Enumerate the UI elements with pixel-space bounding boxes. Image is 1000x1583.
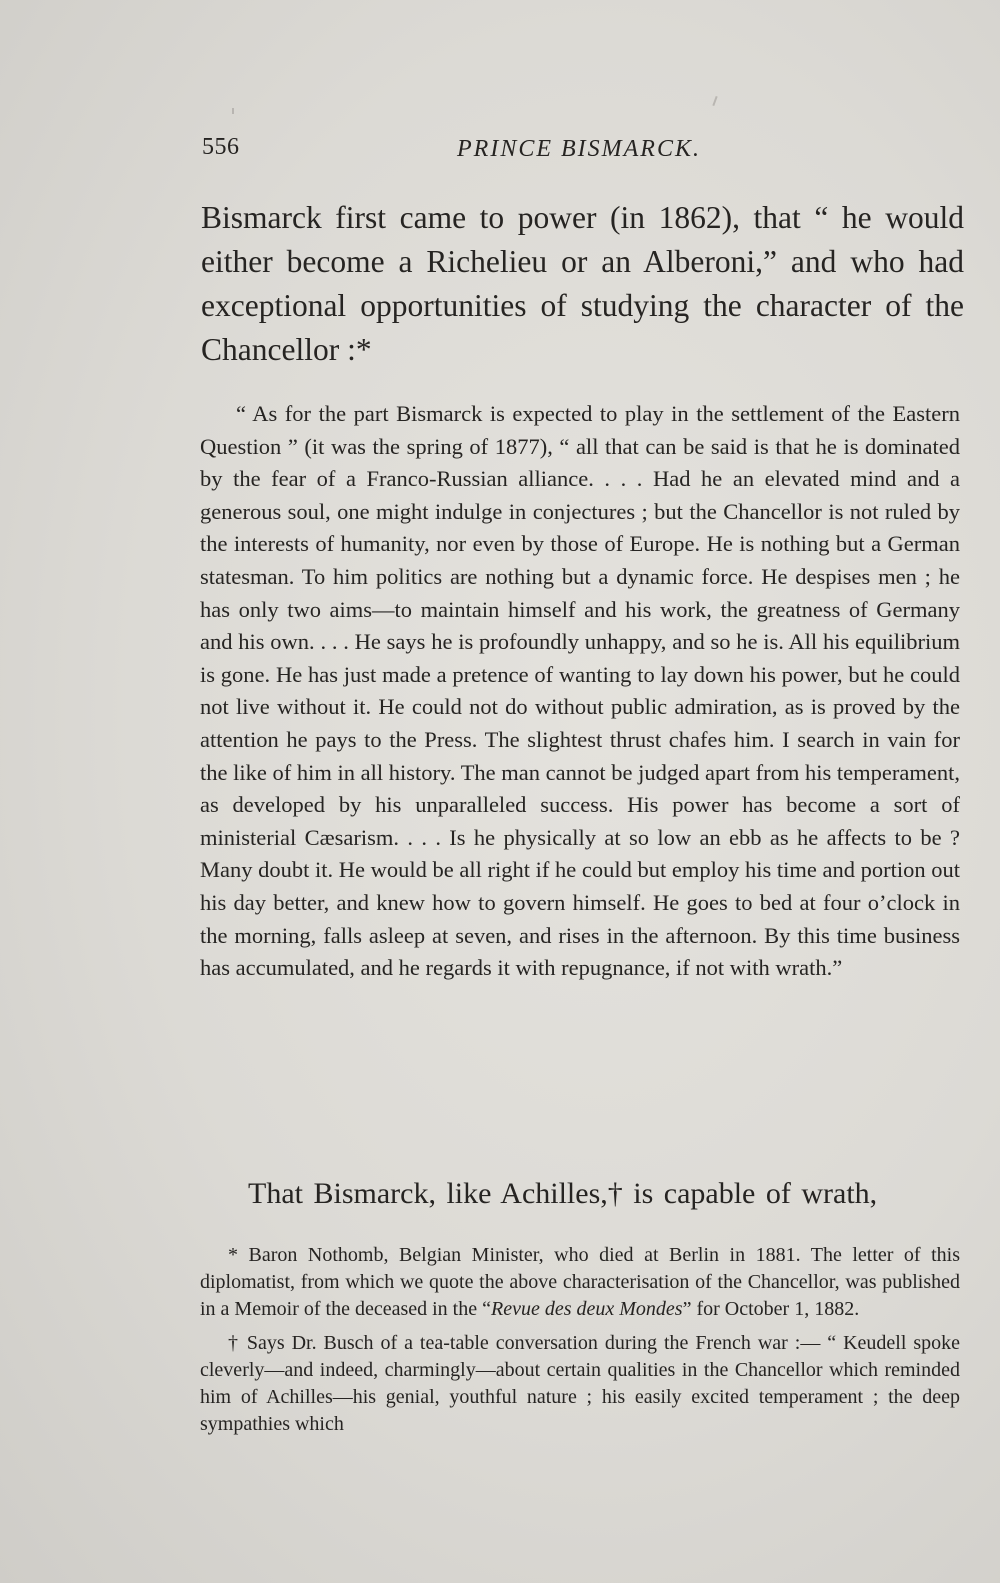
paper-speck	[232, 108, 234, 114]
footnote-star-text: * Baron Nothomb, Belgian Minister, who died at Berlin in 1881. The letter of this diplomatist, from which we quote the above characterisation of the Chancellor, was published in a Memoir of the deceased in the “	[200, 1244, 960, 1320]
footnote-dagger: † Says Dr. Busch of a tea-table conversation during the French war :— “ Keudell spoke cleverly—and indeed, charmingly—about certain qualities in the Chancellor which reminded him of Achilles—his genial, youthful nature ; his easily excited temperament ; the deep sympathies which	[200, 1332, 960, 1435]
footnotes	[200, 1242, 960, 1445]
quoted-letter: “ As for the part Bismarck is expected to play in the settlement of the Eastern Question ” (it was the spring of 1877), “ all that can be said is that he is dominated by the fear of a Franco-Russian alliance. . . . Had he an elevated mind and a generous soul, one might indulge in conjectures ; but the Chancellor is not ruled by the interests of humanity, nor even by those of Europe. He is nothing but a German statesman. To him politics are nothing but a dynamic force. He despises men ; he has only two aims—to maintain himself and his work, the greatness of Germany and his own. . . . He says he is profoundly unhappy, and so he is. All his equilibrium is gone. He has just made a pretence of wanting to lay down his power, but he could not live without it. He could not do without public admiration, as is proved by the attention he pays to the Press. The slightest thrust chafes him. I search in vain for the like of him in all history. The man cannot be judged apart from his temperament, as developed by his unparalleled success. His power has become a sort of ministerial Cæsarism. . . . Is he physically at so low an ebb as he affects to be ? Many doubt it. He would be all right if he could but employ his time and portion out his day better, and knew how to govern himself. He goes to bed at four o’clock in the morning, falls asleep at seven, and rises in the afternoon. By this time business has accumulated, and he regards it with repugnance, if not with wrath.”	[200, 401, 960, 981]
continuation-line: That Bismarck, like Achilles,† is capable of wrath,	[248, 1177, 878, 1210]
running-head: PRINCE BISMARCK.	[457, 136, 701, 162]
page-header	[202, 134, 762, 174]
footnote-journal-title: Revue des deux Mondes	[491, 1298, 683, 1320]
footnote-star	[200, 1242, 960, 1323]
body-paragraph: Bismarck first came to power (in 1862), that “ he would either become a Richelieu or an Alberoni,” and who had exceptional opportunities of studying the character of the Chancellor :*	[201, 200, 964, 367]
footnote-star-date: ” for October 1, 1882.	[682, 1298, 860, 1320]
paper-speck	[712, 96, 717, 106]
page-number: 556	[202, 134, 240, 160]
